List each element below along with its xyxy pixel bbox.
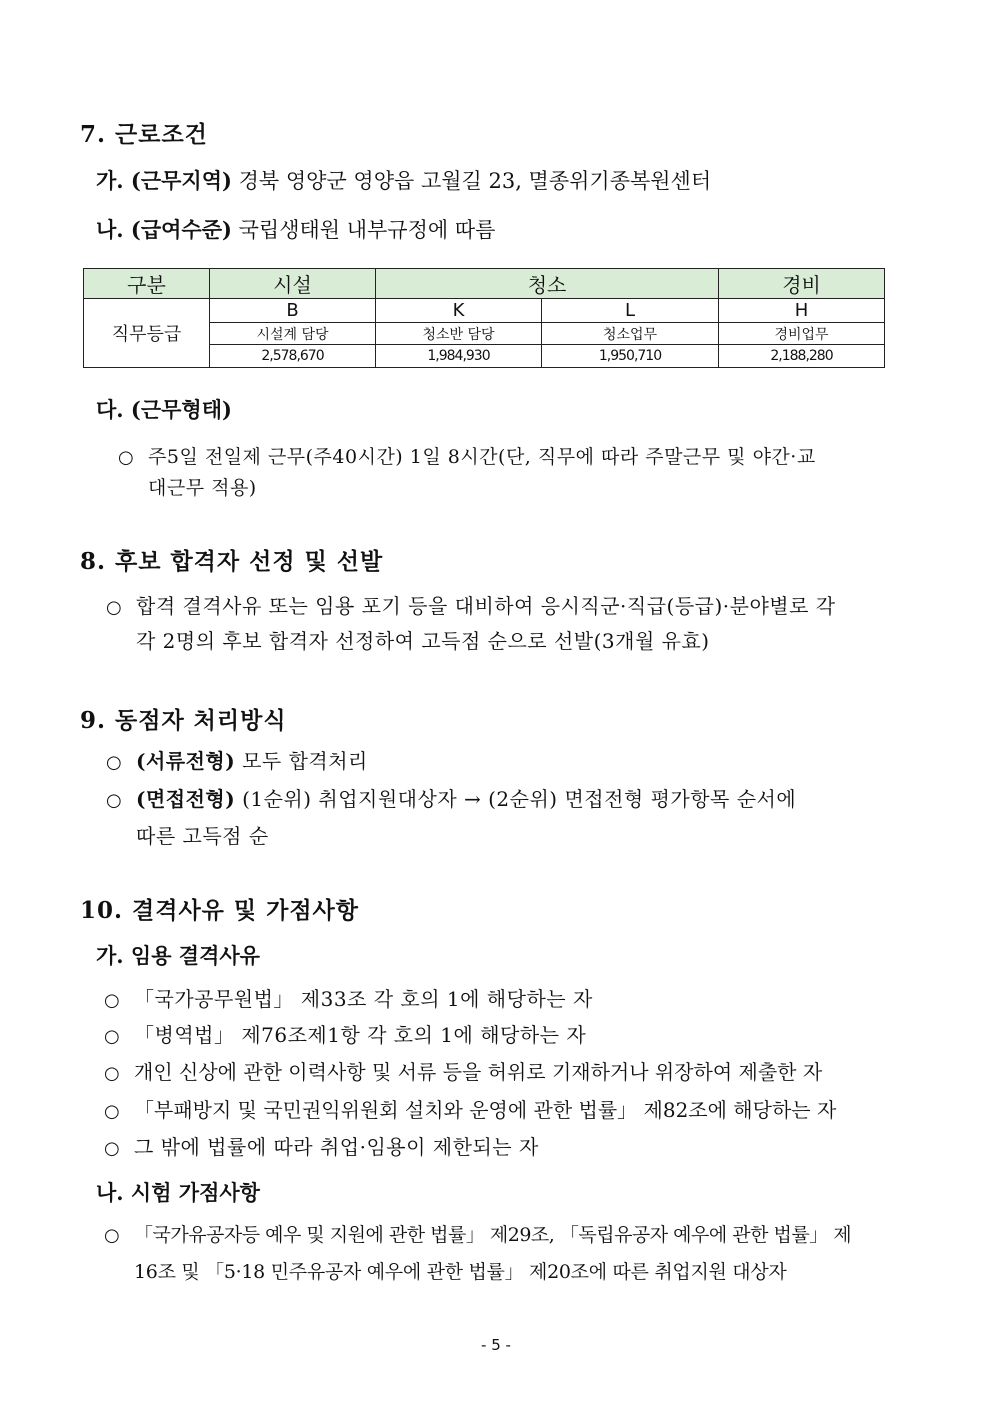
- bullet-icon: ○: [106, 752, 123, 773]
- work-location-text: 경북 영양군 영양읍 고월길 23, 멸종위기종복원센터: [231, 169, 712, 193]
- disqualification-item: 「병역법」 제76조제1항 각 호의 1에 해당하는 자: [134, 1023, 587, 1047]
- list-item: [104, 983, 593, 1012]
- table-cell: L: [542, 299, 719, 323]
- bullet-icon: ○: [104, 1026, 121, 1047]
- work-type-text-2: 대근무 적용): [148, 477, 257, 499]
- table-cell: 청소업무: [542, 323, 719, 345]
- work-type-prefix: 다.: [96, 397, 131, 422]
- document-screening-label: (서류전형): [136, 749, 236, 773]
- section-10-title: 10. 결격사유 및 가점사항: [80, 897, 359, 924]
- salary-level-line: [96, 214, 495, 244]
- interview-text-2: 따른 고득점 순: [136, 824, 269, 848]
- bullet-icon: ○: [104, 1138, 121, 1159]
- list-item: [106, 783, 796, 812]
- document-screening-text: 모두 합격처리: [235, 749, 368, 773]
- bullet-icon: ○: [106, 597, 123, 618]
- list-item: [118, 442, 816, 469]
- table-cell: 청소반 담당: [376, 323, 542, 345]
- header-gubun: 구분: [84, 269, 210, 299]
- table-cell: 시설계 담당: [210, 323, 376, 345]
- job-grade-table: [83, 268, 885, 368]
- header-cleaning: 청소: [376, 269, 719, 299]
- table-cell: 1,984,930: [376, 345, 542, 368]
- page-number: - 5 -: [481, 1336, 511, 1354]
- list-item: [104, 1220, 851, 1247]
- header-facility: 시설: [210, 269, 376, 299]
- table-cell: 2,188,280: [719, 345, 885, 368]
- bonus-text-1: 「국가유공자등 예우 및 지원에 관한 법률」 제29조, 「독립유공자 예우에 관한 법률」 제: [134, 1224, 852, 1246]
- table-cell: 2,578,670: [210, 345, 376, 368]
- bullet-icon: ○: [106, 790, 123, 811]
- bonus-points-title: 나. 시험 가점사항: [96, 1180, 260, 1205]
- disqualification-item: 그 밖에 법률에 따라 취업·임용이 제한되는 자: [134, 1135, 539, 1159]
- grade-row: [84, 299, 885, 323]
- work-location-label: (근무지역): [130, 168, 232, 193]
- section-7-title: 7. 근로조건: [80, 121, 208, 148]
- list-item: [104, 1056, 822, 1085]
- header-security: 경비: [719, 269, 885, 299]
- bullet-icon: ○: [118, 447, 135, 468]
- work-type-label: (근무형태): [130, 397, 232, 422]
- list-item: [104, 1094, 836, 1123]
- backup-text-1: 합격 결격사유 또는 임용 포기 등을 대비하여 응시직군·직급(등급)·분야별로 각: [136, 594, 836, 618]
- disqualification-item: 개인 신상에 관한 이력사항 및 서류 등을 허위로 기재하거나 위장하여 제출한 자: [134, 1060, 823, 1084]
- backup-text-2: 각 2명의 후보 합격자 선정하여 고득점 순으로 선발(3개월 유효): [136, 629, 710, 653]
- table-cell: 1,950,710: [542, 345, 719, 368]
- list-item: [106, 590, 836, 619]
- disqualification-item: 「국가공무원법」 제33조 각 호의 1에 해당하는 자: [134, 987, 593, 1011]
- salary-level-label: (급여수준): [130, 217, 232, 242]
- work-location-prefix: 가.: [96, 168, 131, 193]
- disqualification-title: 가. 임용 결격사유: [96, 943, 260, 968]
- table-cell: H: [719, 299, 885, 323]
- salary-level-text: 국립생태원 내부규정에 따름: [231, 218, 496, 242]
- list-item: [104, 1131, 539, 1160]
- table-cell: K: [376, 299, 542, 323]
- bullet-icon: ○: [104, 1063, 120, 1084]
- section-8-title: 8. 후보 합격자 선정 및 선발: [80, 548, 384, 575]
- interview-text: (1순위) 취업지원대상자 → (2순위) 면접전형 평가항목 순서에: [235, 787, 797, 811]
- bullet-icon: ○: [104, 990, 121, 1011]
- disqualification-item: 「부패방지 및 국민권익위원회 설치와 운영에 관한 법률」 제82조에 해당하는 자: [134, 1098, 837, 1122]
- section-9-title: 9. 동점자 처리방식: [80, 707, 287, 734]
- table-cell: 경비업무: [719, 323, 885, 345]
- work-type-text-1: 주5일 전일제 근무(주40시간) 1일 8시간(단, 직무에 따라 주말근무 및 야간·교: [148, 446, 816, 468]
- salary-level-prefix: 나.: [96, 217, 131, 242]
- bullet-icon: ○: [104, 1225, 120, 1246]
- table-header-row: [84, 269, 885, 299]
- list-item: [106, 745, 368, 774]
- bullet-icon: ○: [104, 1101, 120, 1122]
- work-location-line: [96, 165, 711, 195]
- row-label-job-grade: 직무등급: [84, 299, 210, 368]
- list-item: [104, 1019, 586, 1048]
- work-type-line: [96, 394, 232, 424]
- interview-label: (면접전형): [136, 787, 236, 811]
- bonus-text-2: 16조 및 「5·18 민주유공자 예우에 관한 법률」 제20조에 따른 취업지원 대상자: [134, 1261, 787, 1283]
- table-cell: B: [210, 299, 376, 323]
